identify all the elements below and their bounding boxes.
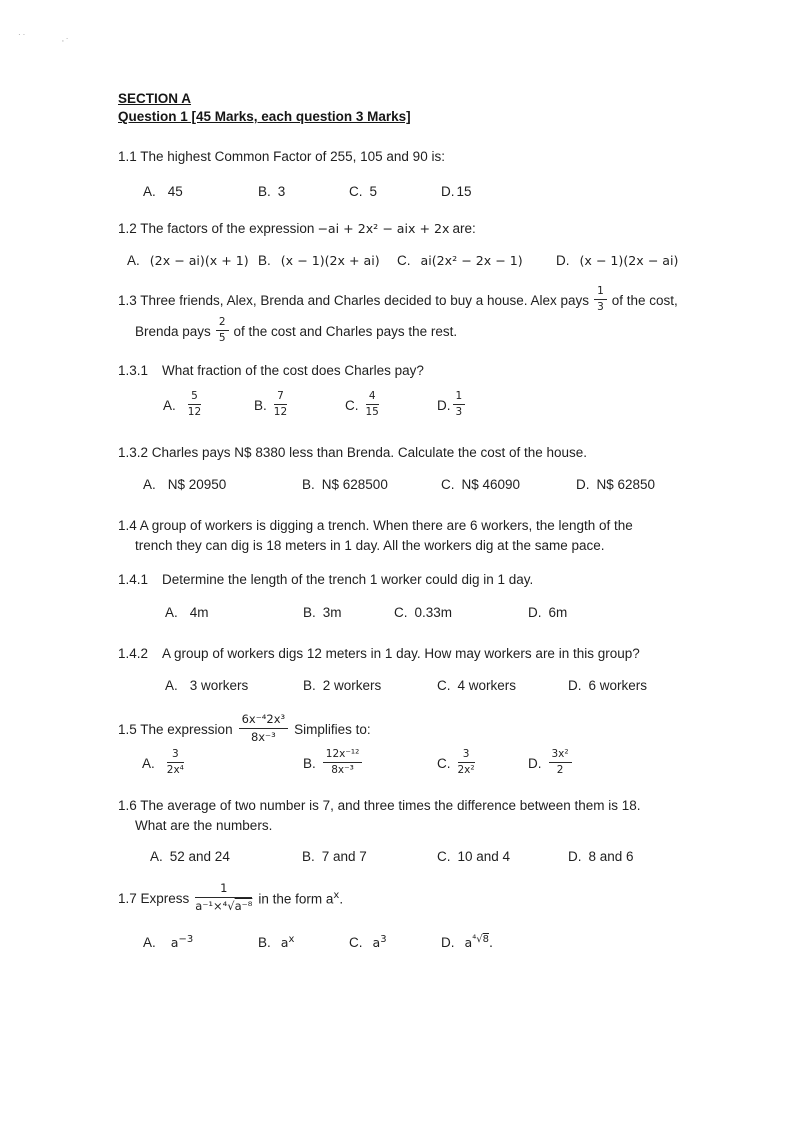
section-title: SECTION A <box>118 91 192 106</box>
question-1-2-options <box>118 253 778 273</box>
option-c[interactable]: C. $\frac{4}{15}$ <box>345 390 379 419</box>
question-1-3-1-options <box>118 391 778 425</box>
question-1-1-options <box>118 184 778 204</box>
option-a[interactable]: A. (2x − ai)(x + 1) <box>127 253 249 268</box>
fraction-two-fifths: $\frac{2}{5}$ <box>216 316 229 345</box>
option-b[interactable]: B. (x − 1)(2x + ai) <box>258 253 380 268</box>
question-1-7-options <box>118 934 778 960</box>
fraction: $\frac{1}{3}$ <box>453 390 466 419</box>
section-heading-block <box>118 90 758 126</box>
option-b[interactable]: B. 3m <box>303 605 342 620</box>
option-d[interactable]: D. 6m <box>528 605 568 620</box>
question-1-3-2-options <box>118 477 778 497</box>
question-1-3-text <box>118 285 758 347</box>
question-1-3-line2: Brenda pays $\frac{2}{5}$ of the cost and Charles pays the rest. <box>135 315 458 344</box>
fraction: $\frac{5}{12}$ <box>187 390 202 419</box>
option-c[interactable]: C. 10 and 4 <box>437 849 511 864</box>
option-a[interactable]: A. 3 workers <box>165 678 249 693</box>
question-1-heading: Question 1 [45 Marks, each question 3 Marks] <box>118 109 411 124</box>
option-a[interactable]: A. N$ 20950 <box>143 477 227 492</box>
question-1-4-1-options <box>118 605 778 625</box>
option-c[interactable]: C. 4 workers <box>437 678 517 693</box>
option-d[interactable]: D. $\frac{\text{3x²}}{2}$ <box>528 749 572 778</box>
fraction: $\frac{4}{15}$ <box>365 390 379 419</box>
option-d[interactable]: D. 15 <box>441 184 472 199</box>
option-c[interactable]: C. 0.33m <box>394 605 453 620</box>
option-c[interactable]: C. ai(2x² − 2x − 1) <box>397 253 523 268</box>
question-1-6-text: 1.6 The average of two number is 7, and three times the difference between them is 18. What are the numbers. <box>118 798 641 833</box>
fraction: $\frac{7}{12}$ <box>273 390 288 419</box>
expression: −ai + 2x² − aix + 2x <box>317 221 450 236</box>
option-a[interactable]: A. 52 and 24 <box>150 849 230 864</box>
option-c[interactable]: C. N$ 46090 <box>441 477 521 492</box>
scan-artifact: ‚· <box>62 34 71 43</box>
question-1-5-text: 1.5 The expression $\frac{\text{6x⁻⁴2x³}}{\text{8x⁻³}}$ Simplifies to: <box>118 712 371 744</box>
option-a[interactable]: A. $\frac{5}{12}$ <box>163 390 202 419</box>
question-1-4-1-text: 1.4.1 Determine the length of the trench 1 worker could dig in 1 day. <box>118 572 534 587</box>
question-1-7-post: in the form $a^x$. <box>258 889 344 907</box>
question-1-3-1-text: 1.3.1 What fraction of the cost does Charles pay? <box>118 363 424 378</box>
fraction-one-third: $\frac{1}{3}$ <box>594 285 607 314</box>
question-1-1-text: 1.1 The highest Common Factor of 255, 105 and 90 is: <box>118 149 445 164</box>
expression-fraction: $\frac{1}{\text{a⁻¹×⁴√a⁻⁸}}$ <box>195 881 253 913</box>
question-1-4-2-text: 1.4.2 A group of workers digs 12 meters in 1 day. How may workers are in this group? <box>118 646 640 661</box>
question-1-3-2-text: 1.3.2 Charles pays N$ 8380 less than Brenda. Calculate the cost of the house. <box>118 445 588 460</box>
option-a[interactable]: A. $a^{-3}$ <box>143 934 194 951</box>
option-c[interactable]: C. $a^3$ <box>349 934 387 951</box>
option-a[interactable]: A. 45 <box>143 184 183 199</box>
question-1-4-2-options <box>118 678 778 698</box>
option-b[interactable]: B. $a^x$ <box>258 934 295 951</box>
question-1-3-line1: 1.3 Three friends, Alex, Brenda and Charles decided to buy a house. Alex pays $\frac{1}{3}$ of the cost, <box>118 284 678 313</box>
option-d[interactable]: D. 8 and 6 <box>568 849 634 864</box>
question-1-6-options <box>118 849 778 869</box>
option-b[interactable]: B. 7 and 7 <box>302 849 367 864</box>
option-d[interactable]: D. $a^{^4√8}$. <box>441 934 493 951</box>
option-b[interactable]: B. N$ 628500 <box>302 477 388 492</box>
question-1-4-text: 1.4 A group of workers is digging a trench. When there are 6 workers, the length of the trench they can dig is 18 meters in 1 day. All the workers dig at the same pace. <box>118 518 633 553</box>
option-d[interactable]: D. N$ 62850 <box>576 477 656 492</box>
fraction: $\frac{\text{3x²}}{2}$ <box>549 748 572 777</box>
option-d[interactable]: D. (x − 1)(2x − ai) <box>556 253 679 268</box>
option-b[interactable]: B. $\frac{\text{12x⁻¹²}}{\text{8x⁻³}}$ <box>303 749 362 778</box>
option-d[interactable]: D. 6 workers <box>568 678 648 693</box>
option-a[interactable]: A. $\frac{3}{\text{2x⁴}}$ <box>142 748 184 777</box>
fraction: $\frac{3}{\text{2x²}}$ <box>457 748 475 777</box>
fraction: $\frac{3}{\text{2x⁴}}$ <box>166 748 184 777</box>
option-a[interactable]: A. 4m <box>165 605 209 620</box>
expression-fraction: $\frac{\text{6x⁻⁴2x³}}{\text{8x⁻³}}$ <box>239 712 289 744</box>
fraction: $\frac{\text{12x⁻¹²}}{\text{8x⁻³}}$ <box>323 748 363 777</box>
option-c[interactable]: C. 5 <box>349 184 378 199</box>
option-d[interactable]: D. $\frac{1}{3}$ <box>437 391 465 420</box>
option-c[interactable]: C. $\frac{3}{\text{2x²}}$ <box>437 748 475 777</box>
scan-artifact: ·· <box>18 30 28 39</box>
option-b[interactable]: B. 2 workers <box>303 678 382 693</box>
option-b[interactable]: B. $\frac{7}{12}$ <box>254 390 288 419</box>
question-1-5-options <box>118 749 778 783</box>
option-b[interactable]: B. 3 <box>258 184 286 199</box>
question-1-7-text: 1.7 Express $\frac{1}{\text{a⁻¹×⁴√a⁻⁸}}$ in the form $a^x$. <box>118 881 344 913</box>
question-1-2-text: 1.2 The factors of the expression −ai + 2x² − aix + 2x are: <box>118 221 476 236</box>
